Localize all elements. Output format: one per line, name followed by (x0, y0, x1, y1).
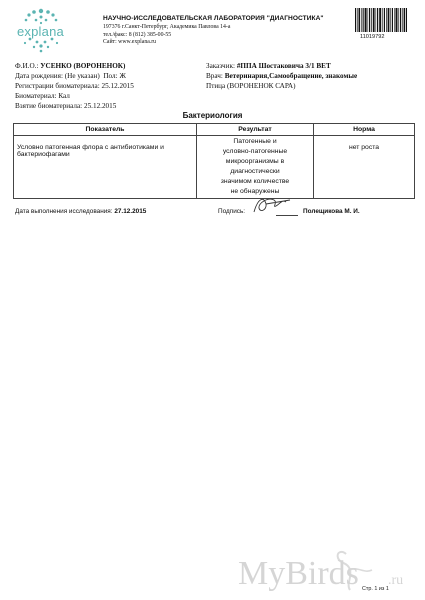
signature-line (276, 215, 298, 216)
patient-birth-line (15, 72, 126, 81)
logo-text: explana (17, 24, 64, 39)
execution-date: 27.12.2015 (114, 208, 147, 215)
result-line: диагностически (230, 168, 280, 175)
doctor-label: Врач: (206, 72, 223, 80)
result-line: Патогенные и (233, 138, 277, 145)
customer-value: #ППА Шостаковича 3/1 ВЕТ (236, 62, 331, 70)
customer-label: Заказчик: (206, 62, 236, 70)
patient-name-label: Ф.И.О.: (15, 62, 39, 70)
header-result: Результат (197, 124, 314, 136)
biomaterial-value: Кал (58, 92, 70, 100)
lab-address: 197376 г.Санкт-Петербург, Академика Павлова 14-а (103, 24, 231, 30)
execution-date-line (15, 208, 146, 215)
biomaterial-label: Биоматериал: (15, 92, 57, 100)
page-number: Стр. 1 из 1 (362, 586, 389, 592)
taken-date: 25.12.2015 (83, 102, 117, 110)
row-indicator: Условно патогенная флора с антибиотиками и бактериофагами (14, 136, 197, 199)
table-header-row (14, 124, 415, 136)
mybirds-watermark (238, 548, 418, 592)
barcode (355, 8, 407, 32)
biomaterial-line (15, 92, 70, 101)
registration-label: Регистрации биоматериала: (15, 82, 100, 90)
result-line: микроорганизмы в (225, 158, 285, 165)
lab-site: Сайт: www.explana.ru (103, 39, 157, 45)
doctor-line (206, 72, 357, 81)
sex-label: Пол: (103, 72, 118, 80)
section-title: Бактериология (182, 111, 243, 120)
signature-scribble (246, 194, 296, 216)
result-line: условно-патогенные (222, 148, 288, 155)
bird-label: Птица (206, 82, 226, 90)
lab-phone: тел./факс: 8 (812) 385-00-55 (103, 31, 172, 38)
watermark-site-suffix: .ru (388, 573, 404, 588)
row-norm: нет роста (314, 136, 415, 199)
birth-label: Дата рождения: (15, 72, 63, 80)
bird-line (206, 82, 296, 91)
table-row (14, 136, 415, 199)
doctor-value: Ветеринария,Самообращение, знакомые (224, 72, 358, 80)
taken-line (15, 102, 116, 111)
results-table (13, 123, 415, 199)
header-indicator: Показатель (14, 124, 197, 136)
birth-value: (Не указан) (64, 72, 100, 80)
customer-line (206, 62, 331, 71)
barcode-number: 11019792 (360, 34, 385, 40)
bird-value: (ВОРОНЕНОК САРА) (227, 82, 296, 90)
signature-label: Подпись: (218, 208, 246, 215)
registration-line (15, 82, 134, 91)
watermark-site-text: MyBirds (238, 555, 359, 592)
patient-name: УСЕНКО (ВОРОНЕНОК) (40, 62, 126, 70)
result-line: значимом количестве (220, 178, 290, 185)
execution-date-label: Дата выполнения исследования: (15, 208, 113, 215)
header-norm: Норма (314, 124, 415, 136)
sex-value: Ж (119, 72, 126, 80)
patient-name-line (15, 62, 125, 71)
lab-name: НАУЧНО-ИССЛЕДОВАТЕЛЬСКАЯ ЛАБОРАТОРИЯ "ДИАГНОСТИКА" (103, 15, 324, 22)
row-result (197, 136, 314, 199)
registration-date: 25.12.2015 (101, 82, 134, 90)
taken-label: Взятие биоматериала: (15, 102, 83, 110)
signer-name: Полещикова М. И. (303, 208, 360, 215)
result-line: не обнаружены (230, 188, 280, 195)
